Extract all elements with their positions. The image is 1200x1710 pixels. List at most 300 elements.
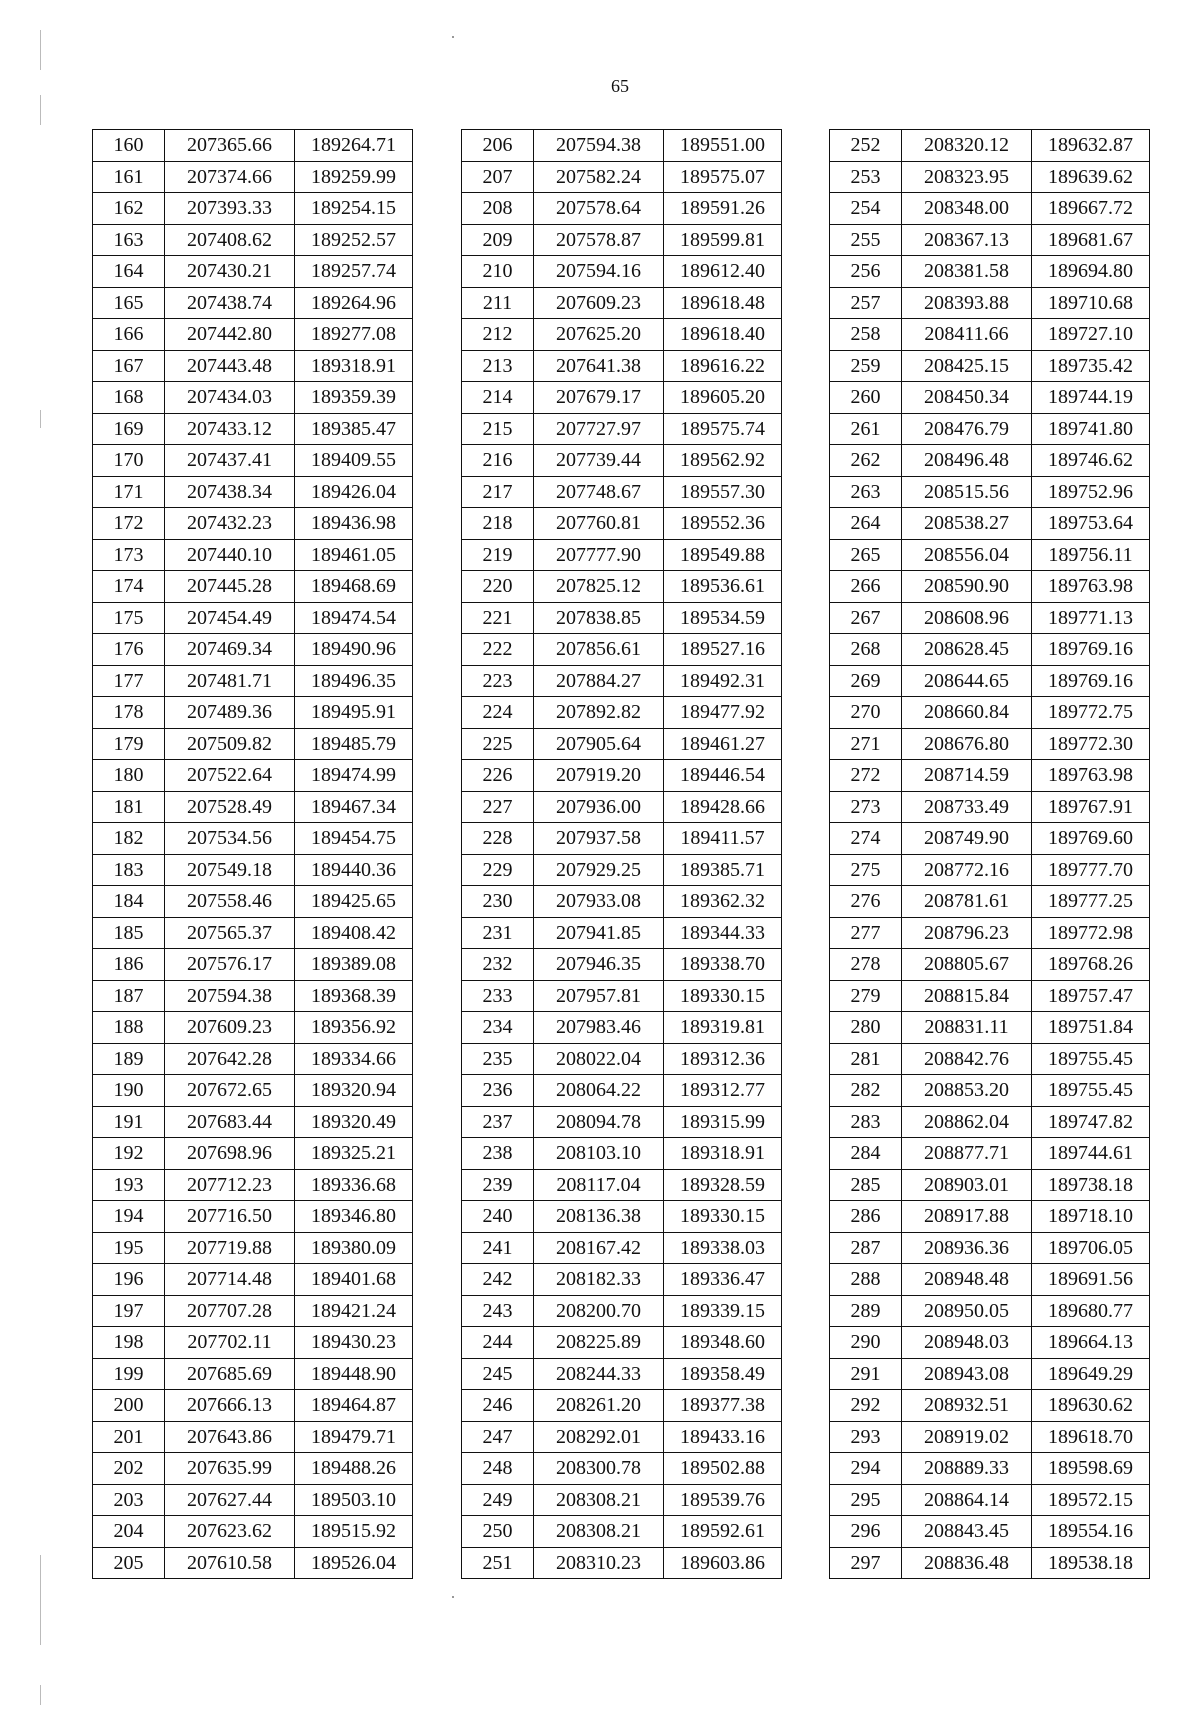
x-coordinate-cell: 207522.64	[165, 760, 295, 792]
point-number-cell: 180	[93, 760, 165, 792]
y-coordinate-cell: 189264.71	[295, 130, 413, 162]
x-coordinate-cell: 207610.58	[165, 1547, 295, 1579]
x-coordinate-cell: 208877.71	[902, 1138, 1032, 1170]
y-coordinate-cell: 189496.35	[295, 665, 413, 697]
x-coordinate-cell: 207702.11	[165, 1327, 295, 1359]
x-coordinate-cell: 208842.76	[902, 1043, 1032, 1075]
point-number-cell: 188	[93, 1012, 165, 1044]
table-row	[830, 539, 1150, 571]
table-row	[462, 1138, 782, 1170]
point-number-cell: 172	[93, 508, 165, 540]
point-number-cell: 183	[93, 854, 165, 886]
table-row	[93, 1390, 413, 1422]
y-coordinate-cell: 189257.74	[295, 256, 413, 288]
table-row	[462, 1232, 782, 1264]
x-coordinate-cell: 207983.46	[534, 1012, 664, 1044]
y-coordinate-cell: 189649.29	[1032, 1358, 1150, 1390]
table-row	[462, 602, 782, 634]
point-number-cell: 257	[830, 287, 902, 319]
x-coordinate-cell: 207528.49	[165, 791, 295, 823]
x-coordinate-cell: 208308.21	[534, 1484, 664, 1516]
x-coordinate-cell: 208300.78	[534, 1453, 664, 1485]
table-row	[93, 1012, 413, 1044]
table-row	[462, 854, 782, 886]
table-row	[830, 1106, 1150, 1138]
y-coordinate-cell: 189772.75	[1032, 697, 1150, 729]
x-coordinate-cell: 207443.48	[165, 350, 295, 382]
y-coordinate-cell: 189425.65	[295, 886, 413, 918]
table-row	[93, 1232, 413, 1264]
point-number-cell: 277	[830, 917, 902, 949]
x-coordinate-cell: 207919.20	[534, 760, 664, 792]
x-coordinate-cell: 208660.84	[902, 697, 1032, 729]
table-row	[830, 1516, 1150, 1548]
point-number-cell: 165	[93, 287, 165, 319]
x-coordinate-cell: 208796.23	[902, 917, 1032, 949]
table-row	[93, 949, 413, 981]
y-coordinate-cell: 189464.87	[295, 1390, 413, 1422]
table-row	[462, 728, 782, 760]
x-coordinate-cell: 207698.96	[165, 1138, 295, 1170]
y-coordinate-cell: 189753.64	[1032, 508, 1150, 540]
point-number-cell: 271	[830, 728, 902, 760]
table-row	[462, 886, 782, 918]
point-number-cell: 263	[830, 476, 902, 508]
x-coordinate-cell: 207393.33	[165, 193, 295, 225]
table-row	[462, 1327, 782, 1359]
y-coordinate-cell: 189738.18	[1032, 1169, 1150, 1201]
point-number-cell: 217	[462, 476, 534, 508]
x-coordinate-cell: 208244.33	[534, 1358, 664, 1390]
point-number-cell: 269	[830, 665, 902, 697]
x-coordinate-cell: 207666.13	[165, 1390, 295, 1422]
table-row	[93, 476, 413, 508]
table-row	[462, 319, 782, 351]
y-coordinate-cell: 189777.70	[1032, 854, 1150, 886]
point-number-cell: 206	[462, 130, 534, 162]
y-coordinate-cell: 189495.91	[295, 697, 413, 729]
y-coordinate-cell: 189401.68	[295, 1264, 413, 1296]
table-row	[830, 1484, 1150, 1516]
x-coordinate-cell: 207748.67	[534, 476, 664, 508]
table-row	[93, 1516, 413, 1548]
y-coordinate-cell: 189603.86	[664, 1547, 782, 1579]
x-coordinate-cell: 207509.82	[165, 728, 295, 760]
point-number-cell: 258	[830, 319, 902, 351]
point-number-cell: 210	[462, 256, 534, 288]
y-coordinate-cell: 189502.88	[664, 1453, 782, 1485]
table-row	[462, 1201, 782, 1233]
y-coordinate-cell: 189618.48	[664, 287, 782, 319]
x-coordinate-cell: 207565.37	[165, 917, 295, 949]
y-coordinate-cell: 189744.61	[1032, 1138, 1150, 1170]
x-coordinate-cell: 207905.64	[534, 728, 664, 760]
y-coordinate-cell: 189706.05	[1032, 1232, 1150, 1264]
y-coordinate-cell: 189461.05	[295, 539, 413, 571]
x-coordinate-cell: 207929.25	[534, 854, 664, 886]
point-number-cell: 284	[830, 1138, 902, 1170]
x-coordinate-cell: 207469.34	[165, 634, 295, 666]
x-coordinate-cell: 207707.28	[165, 1295, 295, 1327]
table-row	[462, 350, 782, 382]
scan-speck	[452, 1596, 454, 1598]
x-coordinate-cell: 207739.44	[534, 445, 664, 477]
table-row	[830, 602, 1150, 634]
y-coordinate-cell: 189318.91	[295, 350, 413, 382]
point-number-cell: 202	[93, 1453, 165, 1485]
point-number-cell: 253	[830, 161, 902, 193]
y-coordinate-cell: 189359.39	[295, 382, 413, 414]
x-coordinate-cell: 208167.42	[534, 1232, 664, 1264]
y-coordinate-cell: 189328.59	[664, 1169, 782, 1201]
table-row	[462, 1453, 782, 1485]
y-coordinate-cell: 189485.79	[295, 728, 413, 760]
x-coordinate-cell: 208476.79	[902, 413, 1032, 445]
point-number-cell: 213	[462, 350, 534, 382]
x-coordinate-cell: 208261.20	[534, 1390, 664, 1422]
point-number-cell: 197	[93, 1295, 165, 1327]
table-row	[93, 539, 413, 571]
table-row	[830, 665, 1150, 697]
x-coordinate-cell: 208889.33	[902, 1453, 1032, 1485]
point-number-cell: 291	[830, 1358, 902, 1390]
y-coordinate-cell: 189440.36	[295, 854, 413, 886]
y-coordinate-cell: 189549.88	[664, 539, 782, 571]
table-row	[93, 413, 413, 445]
point-number-cell: 229	[462, 854, 534, 886]
coordinate-table-1	[92, 129, 413, 1579]
x-coordinate-cell: 207716.50	[165, 1201, 295, 1233]
table-row	[830, 791, 1150, 823]
y-coordinate-cell: 189751.84	[1032, 1012, 1150, 1044]
y-coordinate-cell: 189380.09	[295, 1232, 413, 1264]
x-coordinate-cell: 208917.88	[902, 1201, 1032, 1233]
x-coordinate-cell: 208749.90	[902, 823, 1032, 855]
y-coordinate-cell: 189467.34	[295, 791, 413, 823]
point-number-cell: 296	[830, 1516, 902, 1548]
point-number-cell: 265	[830, 539, 902, 571]
x-coordinate-cell: 207884.27	[534, 665, 664, 697]
table-row	[462, 287, 782, 319]
x-coordinate-cell: 207760.81	[534, 508, 664, 540]
y-coordinate-cell: 189772.30	[1032, 728, 1150, 760]
table-row	[830, 917, 1150, 949]
table-row	[830, 1453, 1150, 1485]
point-number-cell: 246	[462, 1390, 534, 1422]
point-number-cell: 248	[462, 1453, 534, 1485]
point-number-cell: 279	[830, 980, 902, 1012]
point-number-cell: 224	[462, 697, 534, 729]
y-coordinate-cell: 189746.62	[1032, 445, 1150, 477]
y-coordinate-cell: 189747.82	[1032, 1106, 1150, 1138]
x-coordinate-cell: 207627.44	[165, 1484, 295, 1516]
x-coordinate-cell: 207892.82	[534, 697, 664, 729]
table-row	[830, 445, 1150, 477]
x-coordinate-cell: 207625.20	[534, 319, 664, 351]
point-number-cell: 270	[830, 697, 902, 729]
table-row	[93, 1327, 413, 1359]
table-row	[462, 791, 782, 823]
table-row	[93, 350, 413, 382]
y-coordinate-cell: 189461.27	[664, 728, 782, 760]
table-row	[462, 1106, 782, 1138]
y-coordinate-cell: 189562.92	[664, 445, 782, 477]
point-number-cell: 211	[462, 287, 534, 319]
table-row	[93, 1264, 413, 1296]
table-row	[462, 1012, 782, 1044]
point-number-cell: 163	[93, 224, 165, 256]
y-coordinate-cell: 189763.98	[1032, 571, 1150, 603]
point-number-cell: 176	[93, 634, 165, 666]
x-coordinate-cell: 207442.80	[165, 319, 295, 351]
table-row	[462, 256, 782, 288]
table-row	[830, 161, 1150, 193]
point-number-cell: 245	[462, 1358, 534, 1390]
x-coordinate-cell: 207578.64	[534, 193, 664, 225]
y-coordinate-cell: 189771.13	[1032, 602, 1150, 634]
y-coordinate-cell: 189315.99	[664, 1106, 782, 1138]
table-row	[830, 508, 1150, 540]
y-coordinate-cell: 189755.45	[1032, 1043, 1150, 1075]
table-row	[462, 1264, 782, 1296]
point-number-cell: 278	[830, 949, 902, 981]
point-number-cell: 168	[93, 382, 165, 414]
point-number-cell: 268	[830, 634, 902, 666]
point-number-cell: 166	[93, 319, 165, 351]
x-coordinate-cell: 207438.34	[165, 476, 295, 508]
x-coordinate-cell: 207672.65	[165, 1075, 295, 1107]
x-coordinate-cell: 207438.74	[165, 287, 295, 319]
point-number-cell: 252	[830, 130, 902, 162]
y-coordinate-cell: 189777.25	[1032, 886, 1150, 918]
coordinate-table-2	[461, 129, 782, 1579]
table-row	[462, 917, 782, 949]
y-coordinate-cell: 189356.92	[295, 1012, 413, 1044]
table-row	[830, 1295, 1150, 1327]
point-number-cell: 256	[830, 256, 902, 288]
table-row	[93, 1201, 413, 1233]
table-row	[93, 193, 413, 225]
point-number-cell: 201	[93, 1421, 165, 1453]
table-row	[830, 1390, 1150, 1422]
y-coordinate-cell: 189756.11	[1032, 539, 1150, 571]
point-number-cell: 238	[462, 1138, 534, 1170]
y-coordinate-cell: 189430.23	[295, 1327, 413, 1359]
x-coordinate-cell: 208919.02	[902, 1421, 1032, 1453]
x-coordinate-cell: 207489.36	[165, 697, 295, 729]
x-coordinate-cell: 207642.28	[165, 1043, 295, 1075]
table-row	[93, 760, 413, 792]
x-coordinate-cell: 208538.27	[902, 508, 1032, 540]
table-row	[830, 224, 1150, 256]
x-coordinate-cell: 207408.62	[165, 224, 295, 256]
x-coordinate-cell: 208644.65	[902, 665, 1032, 697]
y-coordinate-cell: 189312.36	[664, 1043, 782, 1075]
x-coordinate-cell: 208292.01	[534, 1421, 664, 1453]
point-number-cell: 287	[830, 1232, 902, 1264]
point-number-cell: 262	[830, 445, 902, 477]
point-number-cell: 234	[462, 1012, 534, 1044]
y-coordinate-cell: 189436.98	[295, 508, 413, 540]
table-row	[93, 1043, 413, 1075]
point-number-cell: 198	[93, 1327, 165, 1359]
x-coordinate-cell: 208094.78	[534, 1106, 664, 1138]
table-row	[93, 224, 413, 256]
point-number-cell: 193	[93, 1169, 165, 1201]
point-number-cell: 223	[462, 665, 534, 697]
point-number-cell: 272	[830, 760, 902, 792]
table-row	[462, 949, 782, 981]
table-row	[462, 1075, 782, 1107]
table-row	[462, 571, 782, 603]
y-coordinate-cell: 189503.10	[295, 1484, 413, 1516]
point-number-cell: 243	[462, 1295, 534, 1327]
y-coordinate-cell: 189727.10	[1032, 319, 1150, 351]
table-row	[462, 1547, 782, 1579]
point-number-cell: 220	[462, 571, 534, 603]
point-number-cell: 240	[462, 1201, 534, 1233]
x-coordinate-cell: 208556.04	[902, 539, 1032, 571]
x-coordinate-cell: 208805.67	[902, 949, 1032, 981]
point-number-cell: 259	[830, 350, 902, 382]
point-number-cell: 251	[462, 1547, 534, 1579]
y-coordinate-cell: 189336.47	[664, 1264, 782, 1296]
y-coordinate-cell: 189741.80	[1032, 413, 1150, 445]
y-coordinate-cell: 189368.39	[295, 980, 413, 1012]
table-row	[93, 665, 413, 697]
x-coordinate-cell: 208136.38	[534, 1201, 664, 1233]
point-number-cell: 286	[830, 1201, 902, 1233]
margin-line	[40, 95, 41, 125]
table-row	[462, 665, 782, 697]
x-coordinate-cell: 207454.49	[165, 602, 295, 634]
x-coordinate-cell: 207549.18	[165, 854, 295, 886]
x-coordinate-cell: 207434.03	[165, 382, 295, 414]
x-coordinate-cell: 208676.80	[902, 728, 1032, 760]
table-row	[93, 1358, 413, 1390]
table-row	[830, 382, 1150, 414]
y-coordinate-cell: 189477.92	[664, 697, 782, 729]
y-coordinate-cell: 189492.31	[664, 665, 782, 697]
table-row	[830, 350, 1150, 382]
x-coordinate-cell: 207683.44	[165, 1106, 295, 1138]
point-number-cell: 171	[93, 476, 165, 508]
point-number-cell: 295	[830, 1484, 902, 1516]
point-number-cell: 191	[93, 1106, 165, 1138]
table-row	[93, 854, 413, 886]
x-coordinate-cell: 208064.22	[534, 1075, 664, 1107]
point-number-cell: 280	[830, 1012, 902, 1044]
x-coordinate-cell: 207623.62	[165, 1516, 295, 1548]
x-coordinate-cell: 208515.56	[902, 476, 1032, 508]
point-number-cell: 264	[830, 508, 902, 540]
table-row	[830, 287, 1150, 319]
x-coordinate-cell: 208936.36	[902, 1232, 1032, 1264]
y-coordinate-cell: 189599.81	[664, 224, 782, 256]
point-number-cell: 179	[93, 728, 165, 760]
table-row	[462, 634, 782, 666]
point-number-cell: 261	[830, 413, 902, 445]
table-row	[93, 1453, 413, 1485]
table-row	[93, 1106, 413, 1138]
margin-line	[40, 1685, 41, 1705]
y-coordinate-cell: 189334.66	[295, 1043, 413, 1075]
x-coordinate-cell: 208948.03	[902, 1327, 1032, 1359]
y-coordinate-cell: 189538.18	[1032, 1547, 1150, 1579]
x-coordinate-cell: 208310.23	[534, 1547, 664, 1579]
y-coordinate-cell: 189330.15	[664, 1201, 782, 1233]
y-coordinate-cell: 189330.15	[664, 980, 782, 1012]
y-coordinate-cell: 189557.30	[664, 476, 782, 508]
table-row	[93, 1295, 413, 1327]
table-row	[830, 760, 1150, 792]
point-number-cell: 190	[93, 1075, 165, 1107]
table-row	[830, 571, 1150, 603]
y-coordinate-cell: 189575.74	[664, 413, 782, 445]
x-coordinate-cell: 208714.59	[902, 760, 1032, 792]
table-row	[93, 287, 413, 319]
point-number-cell: 230	[462, 886, 534, 918]
point-number-cell: 203	[93, 1484, 165, 1516]
x-coordinate-cell: 207365.66	[165, 130, 295, 162]
table-row	[93, 571, 413, 603]
point-number-cell: 227	[462, 791, 534, 823]
y-coordinate-cell: 189433.16	[664, 1421, 782, 1453]
point-number-cell: 212	[462, 319, 534, 351]
table-row	[462, 1516, 782, 1548]
x-coordinate-cell: 207777.90	[534, 539, 664, 571]
x-coordinate-cell: 207946.35	[534, 949, 664, 981]
table-row	[93, 1075, 413, 1107]
x-coordinate-cell: 208862.04	[902, 1106, 1032, 1138]
point-number-cell: 186	[93, 949, 165, 981]
margin-line	[40, 1555, 41, 1645]
y-coordinate-cell: 189694.80	[1032, 256, 1150, 288]
table-row	[830, 1421, 1150, 1453]
y-coordinate-cell: 189338.70	[664, 949, 782, 981]
y-coordinate-cell: 189385.71	[664, 854, 782, 886]
table-row	[830, 256, 1150, 288]
table-row	[462, 476, 782, 508]
table-row	[93, 256, 413, 288]
y-coordinate-cell: 189264.96	[295, 287, 413, 319]
point-number-cell: 285	[830, 1169, 902, 1201]
y-coordinate-cell: 189320.49	[295, 1106, 413, 1138]
table-row	[830, 823, 1150, 855]
table-row	[93, 130, 413, 162]
x-coordinate-cell: 207432.23	[165, 508, 295, 540]
point-number-cell: 195	[93, 1232, 165, 1264]
y-coordinate-cell: 189605.20	[664, 382, 782, 414]
y-coordinate-cell: 189616.22	[664, 350, 782, 382]
y-coordinate-cell: 189474.99	[295, 760, 413, 792]
y-coordinate-cell: 189763.98	[1032, 760, 1150, 792]
point-number-cell: 187	[93, 980, 165, 1012]
table-row	[830, 1138, 1150, 1170]
y-coordinate-cell: 189320.94	[295, 1075, 413, 1107]
point-number-cell: 174	[93, 571, 165, 603]
table-row	[830, 1264, 1150, 1296]
x-coordinate-cell: 208943.08	[902, 1358, 1032, 1390]
point-number-cell: 292	[830, 1390, 902, 1422]
x-coordinate-cell: 207641.38	[534, 350, 664, 382]
x-coordinate-cell: 207825.12	[534, 571, 664, 603]
table-row	[462, 413, 782, 445]
table-row	[93, 1169, 413, 1201]
y-coordinate-cell: 189527.16	[664, 634, 782, 666]
point-number-cell: 255	[830, 224, 902, 256]
x-coordinate-cell: 208628.45	[902, 634, 1032, 666]
